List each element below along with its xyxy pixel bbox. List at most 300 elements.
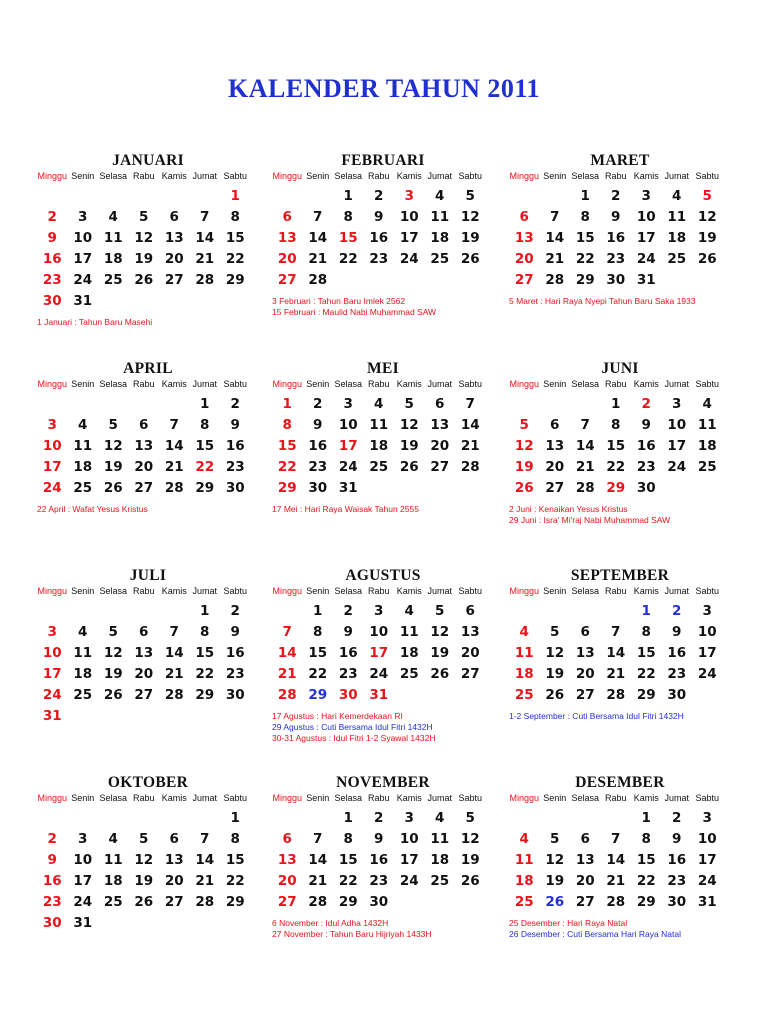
day-cell: 16 bbox=[42, 251, 62, 267]
day-cell: 30 bbox=[338, 687, 358, 703]
day-cell: 12 bbox=[103, 645, 123, 661]
day-cell: 16 bbox=[308, 438, 328, 454]
day-cell: 5 bbox=[435, 603, 445, 619]
day-cell: 6 bbox=[139, 624, 149, 640]
day-cell: 9 bbox=[672, 624, 682, 640]
day-cell: 1 bbox=[230, 810, 240, 826]
weekday-header: Rabu bbox=[132, 171, 155, 181]
day-cell: 14 bbox=[308, 230, 328, 246]
day-cell: 18 bbox=[697, 438, 717, 454]
holiday-note: 29 Agustus : Cuti Bersama Idul Fitri 1432H bbox=[272, 722, 433, 732]
day-cell: 18 bbox=[399, 645, 419, 661]
day-cell: 19 bbox=[103, 666, 123, 682]
day-cell: 1 bbox=[580, 188, 590, 204]
day-cell: 4 bbox=[404, 603, 414, 619]
day-cell: 5 bbox=[108, 624, 118, 640]
day-cell: 17 bbox=[73, 873, 93, 889]
day-cell: 18 bbox=[103, 251, 123, 267]
weekday-header: Senin bbox=[306, 379, 330, 389]
day-cell: 28 bbox=[460, 459, 480, 475]
day-cell: 31 bbox=[42, 708, 62, 724]
day-cell: 4 bbox=[108, 831, 118, 847]
day-cell: 23 bbox=[369, 251, 389, 267]
day-cell: 26 bbox=[697, 251, 717, 267]
day-cell: 24 bbox=[42, 687, 62, 703]
day-cell: 16 bbox=[338, 645, 358, 661]
day-cell: 29 bbox=[195, 687, 215, 703]
day-cell: 21 bbox=[195, 251, 215, 267]
day-cell: 14 bbox=[195, 852, 215, 868]
day-cell: 7 bbox=[580, 417, 590, 433]
day-cell: 20 bbox=[134, 666, 154, 682]
day-cell: 9 bbox=[374, 209, 384, 225]
day-cell: 13 bbox=[277, 230, 297, 246]
day-cell: 29 bbox=[606, 480, 626, 496]
day-cell: 4 bbox=[435, 188, 445, 204]
day-cell: 27 bbox=[277, 272, 297, 288]
day-cell: 6 bbox=[519, 209, 529, 225]
day-cell: 4 bbox=[435, 810, 445, 826]
day-cell: 4 bbox=[519, 624, 529, 640]
day-cell: 19 bbox=[460, 230, 480, 246]
day-cell: 18 bbox=[73, 666, 93, 682]
day-cell: 26 bbox=[399, 459, 419, 475]
day-cell: 23 bbox=[606, 251, 626, 267]
day-cell: 27 bbox=[575, 687, 595, 703]
day-cell: 21 bbox=[277, 666, 297, 682]
weekday-header: Minggu bbox=[509, 793, 540, 803]
day-cell: 3 bbox=[374, 603, 384, 619]
day-cell: 25 bbox=[73, 480, 93, 496]
day-cell: 22 bbox=[225, 251, 245, 267]
day-cell: 1 bbox=[641, 810, 651, 826]
day-cell: 6 bbox=[282, 209, 292, 225]
day-cell: 9 bbox=[641, 417, 651, 433]
day-cell: 31 bbox=[73, 293, 93, 309]
day-cell: 11 bbox=[73, 438, 93, 454]
day-cell: 15 bbox=[225, 230, 245, 246]
day-cell: 27 bbox=[134, 687, 154, 703]
day-cell: 14 bbox=[606, 645, 626, 661]
day-cell: 6 bbox=[169, 831, 179, 847]
weekday-header: Sabtu bbox=[695, 171, 720, 181]
day-cell: 4 bbox=[374, 396, 384, 412]
weekday-header: Minggu bbox=[509, 171, 540, 181]
month-name: NOVEMBER bbox=[336, 774, 430, 791]
day-cell: 29 bbox=[338, 894, 358, 910]
weekday-header: Sabtu bbox=[458, 586, 483, 596]
day-cell: 5 bbox=[519, 417, 529, 433]
day-cell: 1 bbox=[200, 603, 210, 619]
day-cell: 24 bbox=[73, 894, 93, 910]
day-cell: 17 bbox=[42, 459, 62, 475]
weekday-header: Minggu bbox=[509, 586, 540, 596]
weekday-header: Rabu bbox=[367, 793, 390, 803]
weekday-header: Selasa bbox=[334, 586, 363, 596]
day-cell: 19 bbox=[545, 873, 565, 889]
day-cell: 14 bbox=[195, 230, 215, 246]
month-name: OKTOBER bbox=[107, 774, 189, 791]
day-cell: 19 bbox=[134, 251, 154, 267]
weekday-header: Senin bbox=[306, 171, 330, 181]
day-cell: 16 bbox=[667, 645, 687, 661]
day-cell: 1 bbox=[343, 188, 353, 204]
weekday-header: Selasa bbox=[99, 171, 128, 181]
day-cell: 21 bbox=[308, 873, 328, 889]
day-cell: 17 bbox=[667, 438, 687, 454]
weekday-header: Rabu bbox=[132, 793, 155, 803]
weekday-header: Sabtu bbox=[695, 586, 720, 596]
weekday-header: Sabtu bbox=[458, 793, 483, 803]
weekday-header: Selasa bbox=[99, 793, 128, 803]
day-cell: 14 bbox=[164, 438, 184, 454]
weekday-header: Selasa bbox=[334, 171, 363, 181]
day-cell: 30 bbox=[369, 894, 389, 910]
day-cell: 16 bbox=[667, 852, 687, 868]
day-cell: 6 bbox=[435, 396, 445, 412]
day-cell: 23 bbox=[338, 666, 358, 682]
day-cell: 22 bbox=[195, 459, 215, 475]
day-cell: 27 bbox=[545, 480, 565, 496]
day-cell: 15 bbox=[338, 230, 358, 246]
day-cell: 2 bbox=[641, 396, 651, 412]
day-cell: 10 bbox=[42, 438, 62, 454]
weekday-header: Rabu bbox=[132, 586, 155, 596]
day-cell: 18 bbox=[430, 852, 450, 868]
holiday-note: 26 Desember : Cuti Bersama Hari Raya Natal bbox=[509, 929, 681, 939]
month-name: AGUSTUS bbox=[345, 567, 421, 584]
day-cell: 28 bbox=[545, 272, 565, 288]
holiday-notes bbox=[509, 504, 741, 526]
day-cell: 21 bbox=[575, 459, 595, 475]
day-cell: 1 bbox=[611, 396, 621, 412]
weekday-header: Rabu bbox=[604, 586, 627, 596]
day-cell: 10 bbox=[667, 417, 687, 433]
holiday-notes bbox=[37, 317, 269, 328]
day-cell: 25 bbox=[667, 251, 687, 267]
day-cell: 28 bbox=[164, 480, 184, 496]
holiday-note: 29 Juni : Isra' Mi'raj Nabi Muhammad SAW bbox=[509, 515, 671, 525]
weekday-header: Rabu bbox=[604, 793, 627, 803]
day-cell: 29 bbox=[308, 687, 328, 703]
day-cell: 16 bbox=[636, 438, 656, 454]
day-cell: 14 bbox=[606, 852, 626, 868]
day-cell: 2 bbox=[611, 188, 621, 204]
day-cell: 29 bbox=[225, 894, 245, 910]
day-cell: 20 bbox=[164, 251, 184, 267]
day-cell: 1 bbox=[282, 396, 292, 412]
day-cell: 28 bbox=[606, 687, 626, 703]
day-cell: 5 bbox=[465, 810, 475, 826]
day-cell: 12 bbox=[460, 831, 480, 847]
holiday-note: 30-31 Agustus : Idul Fitri 1-2 Syawal 1432H bbox=[272, 733, 436, 743]
holiday-notes bbox=[272, 918, 504, 940]
day-cell: 27 bbox=[164, 894, 184, 910]
day-cell: 1 bbox=[230, 188, 240, 204]
day-cell: 24 bbox=[697, 873, 717, 889]
day-cell: 24 bbox=[369, 666, 389, 682]
page-title: KALENDER TAHUN 2011 bbox=[228, 74, 540, 103]
day-cell: 21 bbox=[195, 873, 215, 889]
day-cell: 11 bbox=[697, 417, 717, 433]
day-cell: 9 bbox=[230, 624, 240, 640]
day-cell: 4 bbox=[78, 624, 88, 640]
day-cell: 17 bbox=[697, 645, 717, 661]
weekday-header: Sabtu bbox=[458, 379, 483, 389]
day-cell: 7 bbox=[200, 831, 210, 847]
day-cell: 8 bbox=[580, 209, 590, 225]
day-cell: 4 bbox=[108, 209, 118, 225]
holiday-note: 22 April : Wafat Yesus Kristus bbox=[37, 504, 148, 514]
day-cell: 3 bbox=[404, 810, 414, 826]
day-cell: 10 bbox=[42, 645, 62, 661]
day-cell: 5 bbox=[139, 209, 149, 225]
day-cell: 30 bbox=[667, 687, 687, 703]
day-cell: 26 bbox=[460, 873, 480, 889]
day-cell: 7 bbox=[611, 624, 621, 640]
day-cell: 20 bbox=[575, 666, 595, 682]
day-cell: 26 bbox=[545, 687, 565, 703]
day-cell: 7 bbox=[169, 624, 179, 640]
day-cell: 20 bbox=[164, 873, 184, 889]
weekday-header: Sabtu bbox=[695, 793, 720, 803]
day-cell: 19 bbox=[697, 230, 717, 246]
day-cell: 8 bbox=[343, 209, 353, 225]
day-cell: 26 bbox=[134, 272, 154, 288]
holiday-notes bbox=[509, 918, 741, 940]
day-cell: 22 bbox=[277, 459, 297, 475]
day-cell: 12 bbox=[545, 852, 565, 868]
day-cell: 2 bbox=[343, 603, 353, 619]
day-cell: 16 bbox=[42, 873, 62, 889]
day-cell: 2 bbox=[374, 188, 384, 204]
weekday-header: Jumat bbox=[192, 793, 217, 803]
day-cell: 20 bbox=[460, 645, 480, 661]
day-cell: 4 bbox=[672, 188, 682, 204]
day-cell: 31 bbox=[73, 915, 93, 931]
day-cell: 23 bbox=[369, 873, 389, 889]
day-cell: 2 bbox=[313, 396, 323, 412]
day-cell: 11 bbox=[514, 645, 534, 661]
weekday-header: Jumat bbox=[427, 379, 452, 389]
day-cell: 8 bbox=[313, 624, 323, 640]
day-cell: 26 bbox=[545, 894, 565, 910]
weekday-header: Sabtu bbox=[223, 586, 248, 596]
day-cell: 15 bbox=[308, 645, 328, 661]
day-cell: 21 bbox=[164, 666, 184, 682]
day-cell: 9 bbox=[47, 230, 57, 246]
day-cell: 16 bbox=[225, 438, 245, 454]
day-cell: 25 bbox=[73, 687, 93, 703]
day-cell: 25 bbox=[514, 894, 534, 910]
day-cell: 10 bbox=[73, 852, 93, 868]
holiday-note: 2 Juni : Kenaikan Yesus Kristus bbox=[509, 504, 628, 514]
day-cell: 3 bbox=[702, 603, 712, 619]
day-cell: 9 bbox=[374, 831, 384, 847]
day-cell: 29 bbox=[575, 272, 595, 288]
day-cell: 27 bbox=[575, 894, 595, 910]
day-cell: 29 bbox=[277, 480, 297, 496]
weekday-header: Sabtu bbox=[458, 171, 483, 181]
holiday-note: 15 Februari : Maulid Nabi Muhammad SAW bbox=[272, 307, 437, 317]
weekday-header: Senin bbox=[543, 171, 567, 181]
weekday-header: Minggu bbox=[272, 793, 303, 803]
day-cell: 2 bbox=[47, 831, 57, 847]
month-name: SEPTEMBER bbox=[570, 567, 670, 584]
day-cell: 26 bbox=[103, 480, 123, 496]
day-cell: 10 bbox=[697, 624, 717, 640]
day-cell: 12 bbox=[134, 230, 154, 246]
day-cell: 24 bbox=[697, 666, 717, 682]
day-cell: 14 bbox=[164, 645, 184, 661]
day-cell: 25 bbox=[103, 894, 123, 910]
holiday-note: 5 Maret : Hari Raya Nyepi Tahun Baru Saka 1933 bbox=[509, 296, 696, 306]
month-name: DESEMBER bbox=[575, 774, 665, 791]
day-cell: 8 bbox=[611, 417, 621, 433]
day-cell: 18 bbox=[369, 438, 389, 454]
day-cell: 27 bbox=[514, 272, 534, 288]
day-cell: 8 bbox=[230, 831, 240, 847]
day-cell: 20 bbox=[545, 459, 565, 475]
day-cell: 25 bbox=[514, 687, 534, 703]
weekday-header: Rabu bbox=[367, 171, 390, 181]
day-cell: 23 bbox=[667, 873, 687, 889]
day-cell: 28 bbox=[195, 894, 215, 910]
day-cell: 16 bbox=[606, 230, 626, 246]
day-cell: 22 bbox=[575, 251, 595, 267]
weekday-header: Rabu bbox=[604, 171, 627, 181]
weekday-header: Kamis bbox=[633, 586, 659, 596]
weekday-header: Jumat bbox=[192, 171, 217, 181]
day-cell: 27 bbox=[430, 459, 450, 475]
weekday-header: Rabu bbox=[132, 379, 155, 389]
weekday-header: Jumat bbox=[664, 379, 689, 389]
day-cell: 30 bbox=[636, 480, 656, 496]
day-cell: 28 bbox=[575, 480, 595, 496]
weekday-header: Sabtu bbox=[223, 379, 248, 389]
day-cell: 23 bbox=[42, 894, 62, 910]
day-cell: 10 bbox=[73, 230, 93, 246]
day-cell: 19 bbox=[430, 645, 450, 661]
weekday-header: Minggu bbox=[37, 379, 68, 389]
weekday-header: Senin bbox=[543, 586, 567, 596]
day-cell: 10 bbox=[338, 417, 358, 433]
day-cell: 7 bbox=[550, 209, 560, 225]
holiday-note: 25 Desember : Hari Raya Natal bbox=[509, 918, 628, 928]
day-cell: 15 bbox=[195, 438, 215, 454]
day-cell: 7 bbox=[611, 831, 621, 847]
day-cell: 27 bbox=[164, 272, 184, 288]
day-cell: 17 bbox=[73, 251, 93, 267]
day-cell: 13 bbox=[134, 438, 154, 454]
weekday-header: Kamis bbox=[396, 171, 422, 181]
day-cell: 31 bbox=[636, 272, 656, 288]
day-cell: 23 bbox=[308, 459, 328, 475]
day-cell: 18 bbox=[514, 873, 534, 889]
day-cell: 15 bbox=[338, 852, 358, 868]
day-cell: 26 bbox=[134, 894, 154, 910]
day-cell: 19 bbox=[514, 459, 534, 475]
weekday-header: Senin bbox=[71, 379, 95, 389]
weekday-header: Kamis bbox=[633, 171, 659, 181]
holiday-note: 3 Februari : Tahun Baru Imlek 2562 bbox=[272, 296, 406, 306]
weekday-header: Senin bbox=[543, 793, 567, 803]
day-cell: 24 bbox=[399, 251, 419, 267]
day-cell: 19 bbox=[103, 459, 123, 475]
day-cell: 4 bbox=[519, 831, 529, 847]
day-cell: 3 bbox=[404, 188, 414, 204]
day-cell: 6 bbox=[580, 624, 590, 640]
holiday-notes bbox=[272, 504, 504, 515]
day-cell: 11 bbox=[369, 417, 389, 433]
day-cell: 29 bbox=[225, 272, 245, 288]
day-cell: 24 bbox=[338, 459, 358, 475]
day-cell: 21 bbox=[606, 873, 626, 889]
day-cell: 11 bbox=[430, 209, 450, 225]
month-name: JULI bbox=[129, 567, 167, 584]
day-cell: 22 bbox=[308, 666, 328, 682]
day-cell: 12 bbox=[430, 624, 450, 640]
day-cell: 5 bbox=[550, 831, 560, 847]
day-cell: 19 bbox=[134, 873, 154, 889]
day-cell: 13 bbox=[430, 417, 450, 433]
day-cell: 3 bbox=[47, 417, 57, 433]
day-cell: 20 bbox=[514, 251, 534, 267]
day-cell: 6 bbox=[580, 831, 590, 847]
day-cell: 12 bbox=[545, 645, 565, 661]
day-cell: 3 bbox=[702, 810, 712, 826]
day-cell: 16 bbox=[369, 852, 389, 868]
weekday-header: Senin bbox=[306, 793, 330, 803]
day-cell: 10 bbox=[636, 209, 656, 225]
day-cell: 27 bbox=[134, 480, 154, 496]
day-cell: 6 bbox=[139, 417, 149, 433]
holiday-note: 27 November : Tahun Baru Hijriyah 1433H bbox=[272, 929, 432, 939]
day-cell: 24 bbox=[42, 480, 62, 496]
day-cell: 17 bbox=[369, 645, 389, 661]
day-cell: 15 bbox=[575, 230, 595, 246]
day-cell: 14 bbox=[277, 645, 297, 661]
day-cell: 7 bbox=[169, 417, 179, 433]
weekday-header: Rabu bbox=[367, 379, 390, 389]
day-cell: 17 bbox=[697, 852, 717, 868]
day-cell: 10 bbox=[399, 209, 419, 225]
day-cell: 24 bbox=[399, 873, 419, 889]
weekday-header: Minggu bbox=[509, 379, 540, 389]
weekday-header: Minggu bbox=[272, 379, 303, 389]
day-cell: 22 bbox=[636, 873, 656, 889]
day-cell: 7 bbox=[282, 624, 292, 640]
day-cell: 8 bbox=[230, 209, 240, 225]
day-cell: 8 bbox=[641, 624, 651, 640]
weekday-header: Jumat bbox=[664, 793, 689, 803]
weekday-header: Senin bbox=[543, 379, 567, 389]
day-cell: 20 bbox=[430, 438, 450, 454]
day-cell: 10 bbox=[369, 624, 389, 640]
weekday-header: Kamis bbox=[396, 379, 422, 389]
day-cell: 18 bbox=[667, 230, 687, 246]
day-cell: 14 bbox=[575, 438, 595, 454]
day-cell: 7 bbox=[313, 209, 323, 225]
day-cell: 18 bbox=[73, 459, 93, 475]
day-cell: 26 bbox=[514, 480, 534, 496]
day-cell: 30 bbox=[225, 480, 245, 496]
day-cell: 19 bbox=[399, 438, 419, 454]
day-cell: 12 bbox=[460, 209, 480, 225]
day-cell: 3 bbox=[78, 831, 88, 847]
holiday-note: 17 Mei : Hari Raya Waisak Tahun 2555 bbox=[272, 504, 419, 514]
weekday-header: Senin bbox=[71, 171, 95, 181]
